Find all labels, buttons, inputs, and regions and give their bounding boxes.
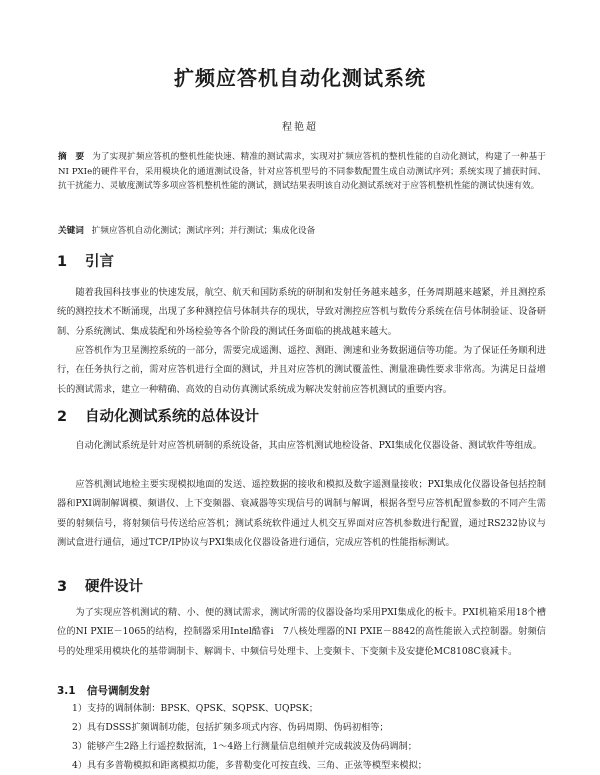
abstract-text: 为了实现扩频应答机的整机性能快速、精准的测试需求，实现对扩频应答机的整机性能的自动化测试，构建了一种基于NI PXIe的硬件平台，采用模块化的通道测试设备，针对应答机型号的不同参数配置生成自动测试序列；系统实现了捕获时间、抗干扰能力、灵敏度测试等多项应答机整机性能的测试，测试结果表明该自动化测试系统对于应答机整机性能的测试快速有效。 [58, 152, 546, 192]
paragraph: 自动化测试系统是针对应答机研制的系统设备，其由应答机测试地检设备、PXI集成化仪器设备、测试软件等组成。 [75, 440, 542, 451]
section-heading-1 [57, 250, 114, 271]
keywords-label: 关键词 [58, 226, 84, 236]
section-number: 1 [57, 254, 68, 270]
paragraph: 为了实现应答机测试的精、小、便的测试需求，测试所需的仪器设备均采用PXI集成化的板卡。PXI机箱采用18个槽位的NI PXIE－1065的结构，控制器采用Intel酷睿i 7八核处理器的NI PXIE－8842的高性能嵌入式控制器。射频信号的处理采用模块化的基带调制卡、解调卡、中频信号处理卡、上变频卡、下变频卡及安捷伦MC8108C衰减卡。 [57, 607, 546, 657]
author-name: 程艳超 [282, 122, 318, 133]
paper-title: 扩频应答机自动化测试系统 [174, 66, 426, 90]
list-item: 4）具有多普勒模拟和距离模拟功能，多普勒变化可按直线、三角、正弦等模型来模拟； [72, 760, 427, 771]
section-number: 3 [57, 579, 68, 595]
subsection-number: 3.1 [57, 685, 76, 697]
section-heading-2 [57, 405, 259, 426]
subsection-title: 信号调制发射 [87, 685, 150, 697]
list-item: 2）具有DSSS扩频调制功能，包括扩频多项式内容、伪码周期、伪码初相等； [72, 722, 389, 733]
section-title: 硬件设计 [85, 579, 143, 595]
list-item: 3）能够产生2路上行遥控数据流，1～4路上行测量信息组帧并完成载波及伪码调制； [72, 741, 417, 752]
subsection-heading [57, 683, 150, 698]
keywords-text: 扩频应答机自动化测试；测试序列；并行测试；集成化设备 [91, 226, 316, 236]
paragraph: 应答机测试地检主要实现模拟地面的发送、遥控数据的接收和模拟及数字遥测量接收；PXI集成化仪器设备包括控制器和PXI调制解调模、频谱仪、上下变频器、衰减器等实现信号的调制与解调，根据各型号应答机配置参数的不同产生需要的射频信号，将射频信号传送给应答机；测试系统软件通过人机交互界面对应答机参数进行配置，通过RS232协议与测试盒进行通信，通过TCP/IP协议与PXI集成化仪器设备进行通信，完成应答机的性能指标测试。 [57, 479, 546, 548]
abstract [58, 150, 546, 194]
section-title: 引言 [85, 254, 114, 270]
paragraph: 应答机作为卫星测控系统的一部分，需要完成遥测、遥控、测距、测速和业务数据通信等功能。为了保证任务顺利进行，在任务执行之前，需对应答机进行全面的测试，并且对应答机的测试覆盖性、测量准确性要求非常高。为满足日益增长的测试需求，建立一种精确、高效的自动仿真测试系统成为解决发射前应答机测试的重要内容。 [57, 345, 546, 395]
list-item: 1）支持的调制体制：BPSK、QPSK、SQPSK、UQPSK； [72, 703, 319, 714]
keywords [58, 224, 546, 238]
abstract-label: 摘 要 [58, 152, 85, 162]
section-title: 自动化测试系统的总体设计 [85, 409, 259, 425]
section-heading-3 [57, 575, 143, 596]
section-number: 2 [57, 409, 68, 425]
paragraph: 随着我国科技事业的快速发展，航空、航天和国防系统的研制和发射任务越来越多，任务周期越来越紧，并且测控系统的测控技术不断涌现，出现了多种测控信号体制共存的现状，导致对测控应答机与数传分系统在信号体制验证、设备研制、分系统测试、集成装配和外场检验等各个阶段的测试任务面临的挑战越来越大。 [57, 287, 546, 337]
